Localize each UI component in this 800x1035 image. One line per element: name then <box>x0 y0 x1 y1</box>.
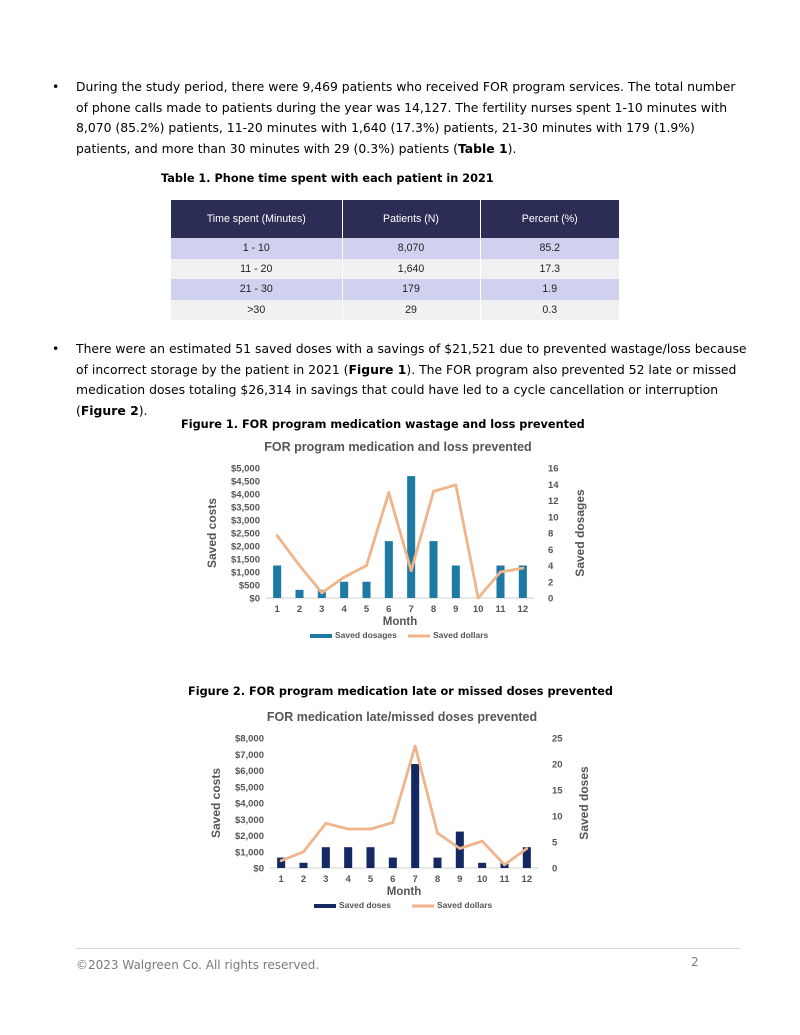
right-axis-tick-label: 6 <box>548 544 554 556</box>
left-axis-tick-label: $4,000 <box>234 798 264 810</box>
legend-swatch-bar <box>314 904 336 908</box>
left-axis-tick-label: $7,000 <box>234 749 264 761</box>
text-segment: There were an estimated 51 saved doses with a savings of $21,521 due to prevented wastage/loss because of incorrect storage by the patient in 2021 ( <box>76 341 747 377</box>
table-cell: 11 - 20 <box>171 259 342 280</box>
x-axis-tick-label: 5 <box>363 604 370 615</box>
legend-label: Saved dollars <box>433 630 489 640</box>
phone-time-table <box>171 200 619 320</box>
bar <box>299 863 307 868</box>
bar <box>411 764 419 868</box>
table-header-cell: Percent (%) <box>480 200 619 238</box>
x-axis-tick-label: 11 <box>495 604 506 615</box>
table-header-row <box>171 200 619 238</box>
left-axis-title: Saved costs <box>209 767 223 839</box>
bar <box>429 541 437 598</box>
bullet-marker: • <box>52 341 60 356</box>
line-point <box>454 484 457 487</box>
right-axis-tick-label: 15 <box>552 785 563 797</box>
left-axis-tick-label: $2,500 <box>230 528 260 540</box>
right-axis-title: Saved dosages <box>573 489 587 577</box>
x-axis-tick-label: 11 <box>499 874 510 885</box>
text-segment: During the study period, there were 9,469 patients who received FOR program services. The total number of phone calls made to patients during the year was 14,127. The fertility nurses spent 1-10 minutes with 8,070 (85.2%) patients, 11-20 minutes with 1,640 (17.3%) patients, 21-30 minutes with 179 (1.9%) patients, and more than 30 minutes with 29 (0.3%) patients ( <box>76 79 736 156</box>
left-axis-tick-label: $3,000 <box>230 515 260 527</box>
text-segment: ). <box>138 402 148 418</box>
table-cell: 1 - 10 <box>171 238 342 259</box>
line-point <box>387 491 390 494</box>
page-number: 2 <box>691 955 699 969</box>
left-axis-tick-label: $8,000 <box>234 733 264 745</box>
table-header-cell: Patients (N) <box>342 200 480 238</box>
left-axis-tick-label: $3,500 <box>230 502 260 514</box>
line-point <box>525 847 528 850</box>
text-segment: ). The FOR program also prevented 52 late or missed medication doses totaling $26,314 in savings that could have led to a cycle cancellation or interruption ( <box>76 361 737 418</box>
left-axis-tick-label: $3,000 <box>234 814 264 826</box>
legend-label: Saved doses <box>339 900 391 910</box>
left-axis-tick-label: $1,000 <box>230 567 260 579</box>
table-row <box>171 300 619 321</box>
line-point <box>320 591 323 594</box>
left-axis-tick-label: $500 <box>238 580 260 592</box>
line-point <box>343 576 346 579</box>
table-cell: 17.3 <box>480 259 619 280</box>
x-axis-tick-label: 3 <box>323 874 329 885</box>
right-axis-tick-label: 0 <box>552 863 558 875</box>
bar <box>295 590 303 598</box>
chart-background <box>202 434 594 644</box>
x-axis-tick-label: 5 <box>367 874 374 885</box>
bar <box>519 566 527 599</box>
footer-divider <box>75 948 740 949</box>
line-point <box>369 828 372 831</box>
x-axis-tick-label: 9 <box>453 604 459 615</box>
x-axis-tick-label: 4 <box>345 874 351 885</box>
right-axis-tick-label: 14 <box>548 479 559 491</box>
right-axis-tick-label: 16 <box>548 463 559 475</box>
line-point <box>324 822 327 825</box>
line-point <box>477 597 480 600</box>
bullet-text <box>76 339 748 421</box>
legend-label: Saved dosages <box>335 630 397 640</box>
line-point <box>458 847 461 850</box>
x-axis-tick-label: 7 <box>408 604 414 615</box>
bullet-paragraph-2 <box>52 339 752 418</box>
chart-title: FOR medication late/missed doses prevented <box>266 710 538 724</box>
left-axis-tick-label: $1,000 <box>234 847 264 859</box>
x-axis-tick-label: 1 <box>278 874 284 885</box>
right-axis-tick-label: 20 <box>552 759 563 771</box>
table-row <box>171 259 619 280</box>
table-cell: 85.2 <box>480 238 619 259</box>
table-cell: 29 <box>342 300 480 321</box>
bar <box>362 582 370 598</box>
line-point <box>521 567 524 570</box>
figure-2-caption: Figure 2. FOR program medication late or missed doses prevented <box>188 685 614 698</box>
text-segment: ). <box>507 140 517 156</box>
table-caption: Table 1. Phone time spent with each patient in 2021 <box>161 172 494 185</box>
bullet-paragraph-1 <box>52 77 752 161</box>
x-axis-title: Month <box>386 886 422 898</box>
x-axis-tick-label: 2 <box>296 604 303 615</box>
table-cell: 1.9 <box>480 279 619 300</box>
left-axis-tick-label: $1,500 <box>230 554 260 566</box>
x-axis-tick-label: 10 <box>476 874 488 885</box>
table-cell: 179 <box>342 279 480 300</box>
x-axis-tick-label: 12 <box>517 604 529 615</box>
line-point <box>410 569 413 572</box>
bullet-text <box>76 77 748 159</box>
figure-2-chart <box>206 704 598 914</box>
line-point <box>391 821 394 824</box>
right-axis-tick-label: 25 <box>552 733 563 745</box>
left-axis-tick-label: $4,000 <box>230 489 260 501</box>
x-axis-tick-label: 10 <box>472 604 484 615</box>
bullet-marker: • <box>52 79 60 94</box>
x-axis-tick-label: 8 <box>434 874 441 885</box>
left-axis-title: Saved costs <box>205 497 219 569</box>
line-point <box>347 828 350 831</box>
bar <box>385 541 393 598</box>
bar <box>478 863 486 868</box>
left-axis-tick-label: $2,000 <box>234 831 264 842</box>
x-axis-tick-label: 6 <box>390 874 396 885</box>
left-axis-tick-label: $6,000 <box>234 766 264 777</box>
right-axis-tick-label: 10 <box>548 512 559 524</box>
table-cell: 21 - 30 <box>171 279 342 300</box>
bar <box>273 566 281 599</box>
left-axis-tick-label: $0 <box>253 863 264 875</box>
x-axis-tick-label: 8 <box>430 604 437 615</box>
x-axis-tick-label: 1 <box>274 604 280 615</box>
table-cell: 1,640 <box>342 259 480 280</box>
x-axis-tick-label: 6 <box>386 604 392 615</box>
bar <box>344 847 352 868</box>
chart-background <box>206 704 598 914</box>
legend-swatch-bar <box>310 634 332 638</box>
line-point <box>432 490 435 493</box>
line-point <box>365 564 368 567</box>
right-axis-tick-label: 10 <box>552 811 563 823</box>
x-axis-tick-label: 9 <box>457 874 463 885</box>
right-axis-tick-label: 8 <box>548 528 554 540</box>
bar <box>366 847 374 868</box>
bold-reference: Table 1 <box>457 140 508 156</box>
table-cell: >30 <box>171 300 342 321</box>
x-axis-tick-label: 4 <box>341 604 347 615</box>
right-axis-tick-label: 2 <box>548 577 554 589</box>
bar <box>389 858 397 868</box>
table-cell: 0.3 <box>480 300 619 321</box>
x-axis-tick-label: 12 <box>521 874 533 885</box>
line-point <box>414 745 417 748</box>
legend-label: Saved dollars <box>437 900 493 910</box>
footer-copyright: ©2023 Walgreen Co. All rights reserved. <box>76 958 320 972</box>
figure-1-caption: Figure 1. FOR program medication wastage and loss prevented <box>181 418 585 431</box>
line-point <box>503 863 506 866</box>
table-header-cell: Time spent (Minutes) <box>171 200 342 238</box>
x-axis-tick-label: 2 <box>300 874 307 885</box>
line-point <box>436 832 439 835</box>
line-point <box>302 850 305 853</box>
left-axis-tick-label: $5,000 <box>230 463 260 475</box>
right-axis-tick-label: 4 <box>548 561 554 572</box>
bold-reference: Figure 1 <box>348 361 407 377</box>
right-axis-title: Saved doses <box>577 766 591 840</box>
bar <box>433 858 441 868</box>
line-point <box>298 564 301 567</box>
figure-1-chart <box>202 434 594 644</box>
line-point <box>499 571 502 574</box>
chart-title: FOR program medication and loss prevented <box>264 440 532 454</box>
table-cell: 8,070 <box>342 238 480 259</box>
line-point <box>276 534 279 537</box>
left-axis-tick-label: $4,500 <box>230 476 260 488</box>
bold-reference: Figure 2 <box>80 402 139 418</box>
bar <box>322 847 330 868</box>
bar <box>340 582 348 598</box>
right-axis-tick-label: 12 <box>548 496 559 507</box>
line-point <box>481 840 484 843</box>
table-row <box>171 238 619 259</box>
left-axis-tick-label: $0 <box>249 593 260 605</box>
right-axis-tick-label: 5 <box>552 837 558 849</box>
bar <box>452 566 460 599</box>
x-axis-title: Month <box>382 616 418 628</box>
bar <box>407 476 415 598</box>
x-axis-tick-label: 7 <box>412 874 418 885</box>
line-point <box>280 859 283 862</box>
x-axis-tick-label: 3 <box>319 604 325 615</box>
right-axis-tick-label: 0 <box>548 593 554 605</box>
table-row <box>171 279 619 300</box>
left-axis-tick-label: $2,000 <box>230 541 260 553</box>
left-axis-tick-label: $5,000 <box>234 782 264 794</box>
